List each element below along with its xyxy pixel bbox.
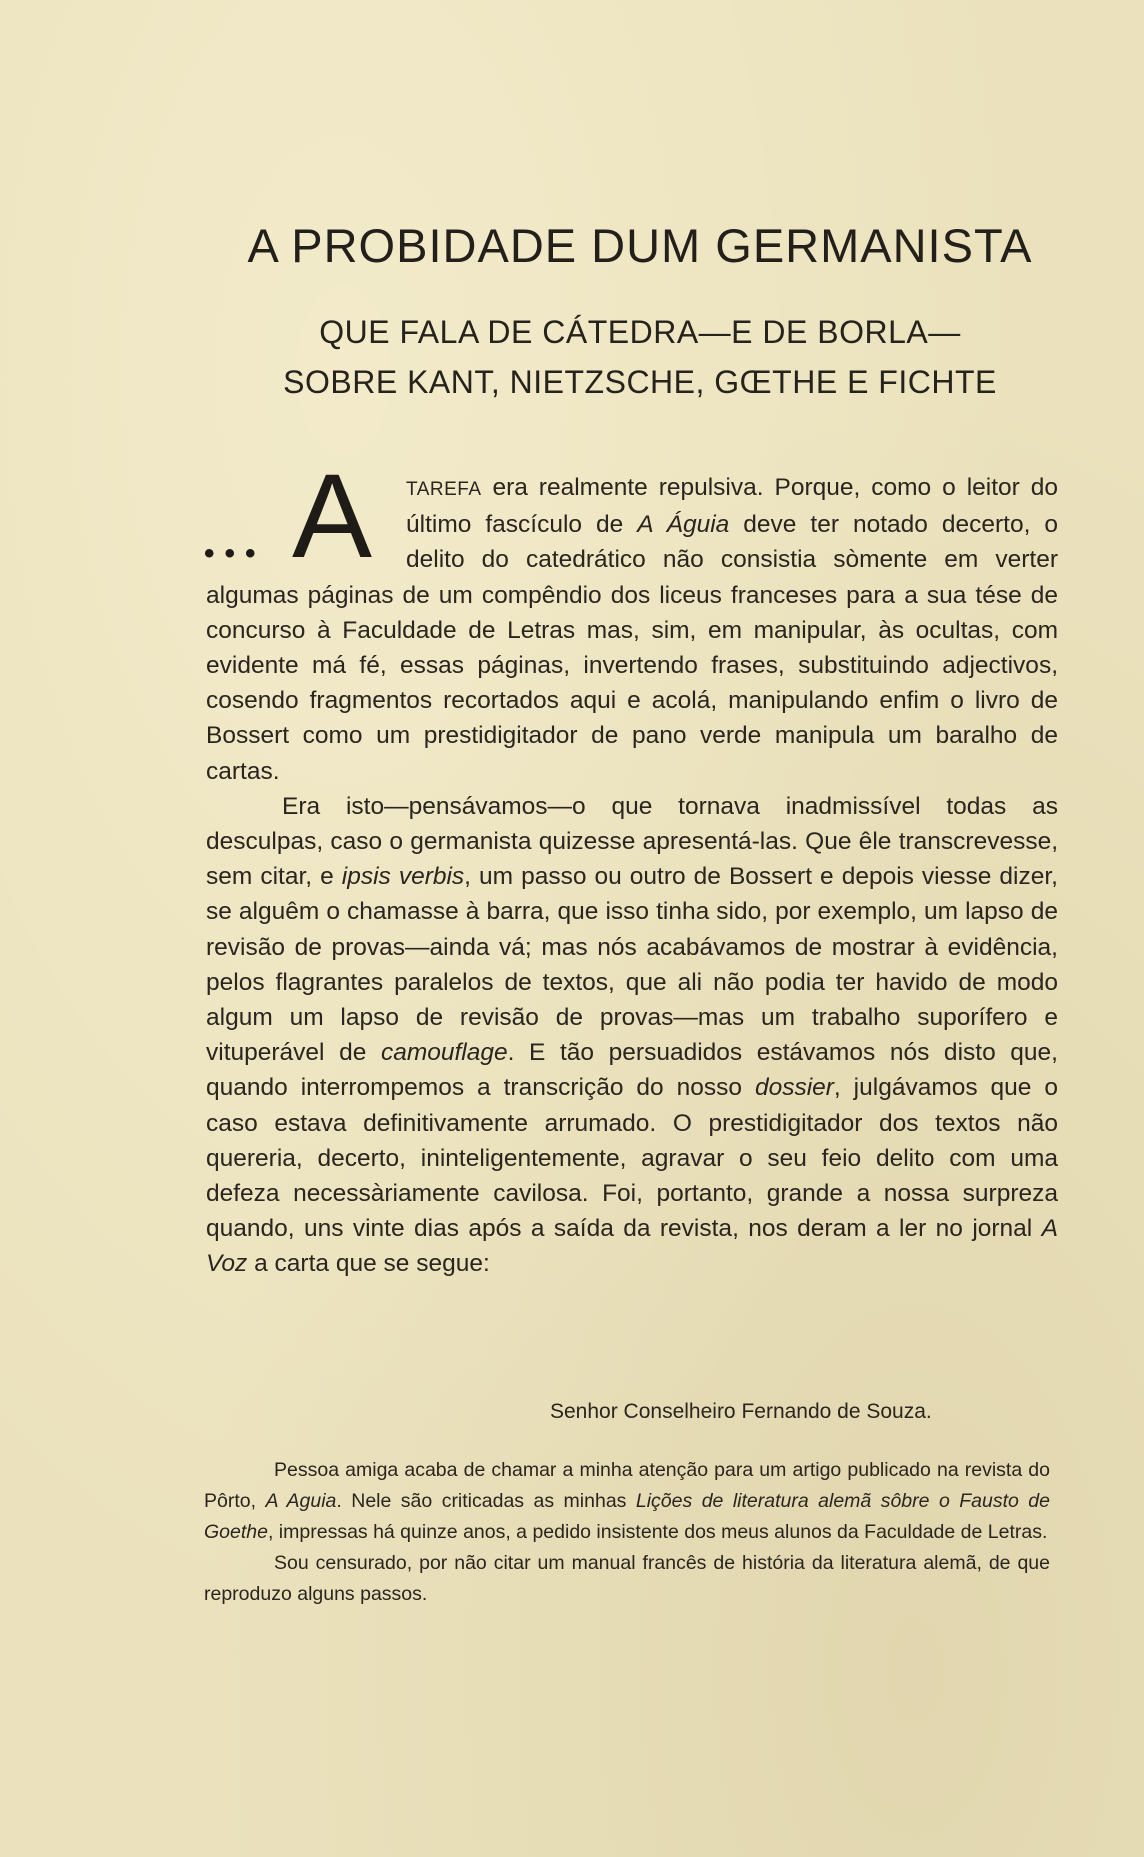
article-paragraph-1 (204, 449, 1059, 789)
drop-cap-letter: A (292, 449, 373, 583)
text-run: deve ter notado decerto, o delito do catedrático não consistia sòmente em verter algumas páginas de um compêndio dos liceus franceses para a sua tése de concurso à Faculdade de Letras mas, sim, em manipular, às ocultas, com evidente má fé, essas páginas, invertendo frases, substituindo adjectivos, cosendo fragmentos recortados aqui e acolá, manipulando enfim o livro de Bossert como um prestidigitador de pano verde manipula um baralho de cartas. (206, 511, 1059, 785)
letter-paragraph-2: Sou censurado, por não citar um manual francês de história da literatura alemã, de que reproduzo alguns passos. (204, 1552, 1050, 1605)
italic-run: dossier (754, 1074, 834, 1102)
text-run: . Nele são criticadas as minhas (336, 1490, 636, 1512)
text-run: Pessoa amiga acaba de chamar a minha atenção para um artigo publicado na revista do Pôrto, (204, 1459, 1050, 1512)
opening-word: TAREFA (406, 479, 482, 500)
quoted-letter (204, 1455, 1050, 1610)
text-run: . E tão persuadidos estávamos nós disto que, quando interrompemos a transcrição do nosso (206, 1039, 1058, 1102)
text-run: , impressas há quinze anos, a pedido insistente dos meus alunos da Faculdade de Letras. (267, 1521, 1048, 1543)
letter-salutation: Senhor Conselheiro Fernando de Souza. (550, 1400, 932, 1423)
text-run: era realmente repulsiva. Porque, como o leitor do último fascículo de (406, 474, 1058, 539)
italic-run: A Águia (637, 511, 730, 539)
subtitle-line-2: SOBRE KANT, NIETZSCHE, GŒTHE E FICHTE (283, 364, 997, 400)
italic-run: ipsis verbis (341, 863, 465, 891)
ellipsis-dots: ••• (204, 537, 266, 570)
page-title: A PROBIDADE DUM GERMANISTA (247, 219, 1033, 272)
article-body (204, 449, 1059, 1282)
italic-run: camouflage (380, 1039, 508, 1067)
italic-run: A Aguia (265, 1490, 337, 1512)
subtitle-line-1: QUE FALA DE CÁTEDRA—E DE BORLA— (319, 314, 961, 350)
text-run: Era isto—pensávamos—o que tornava inadmissível todas as desculpas, caso o germanista quizesse apresentá-las. Que êle transcrevesse, sem citar, e (206, 792, 1058, 891)
italic-run: Lições de literatura alemã sôbre o Fausto de Goethe (204, 1490, 1050, 1543)
drop-cap-block (204, 449, 406, 583)
text-run: , julgávamos que o caso estava definitivamente arrumado. O prestidigitador dos textos não quereria, decerto, ininteligentemente, agravar o seu feio delito com uma defeza necessàriamente cavilosa. Foi, portanto, grande a nossa surpreza quando, uns vinte dias após a saída da revista, nos deram a ler no jornal (206, 1074, 1059, 1243)
letter-paragraph-1 (204, 1455, 1050, 1548)
article-paragraph-2 (206, 789, 1058, 1282)
text-run: a carta que se segue: (247, 1250, 490, 1278)
text-run: , um passo ou outro de Bossert e depois viesse dizer, se alguêm o chamasse à barra, que isso tinha sido, por exemplo, um lapso de revisão de provas—ainda vá; mas nós acabávamos de mostrar à evidência, pelos flagrantes paralelos de textos, que ali não podia ter havido de modo algum um lapso de revisão de provas—mas um trabalho suporífero e vituperável de (206, 863, 1058, 1067)
italic-run: A Voz (206, 1215, 1058, 1278)
